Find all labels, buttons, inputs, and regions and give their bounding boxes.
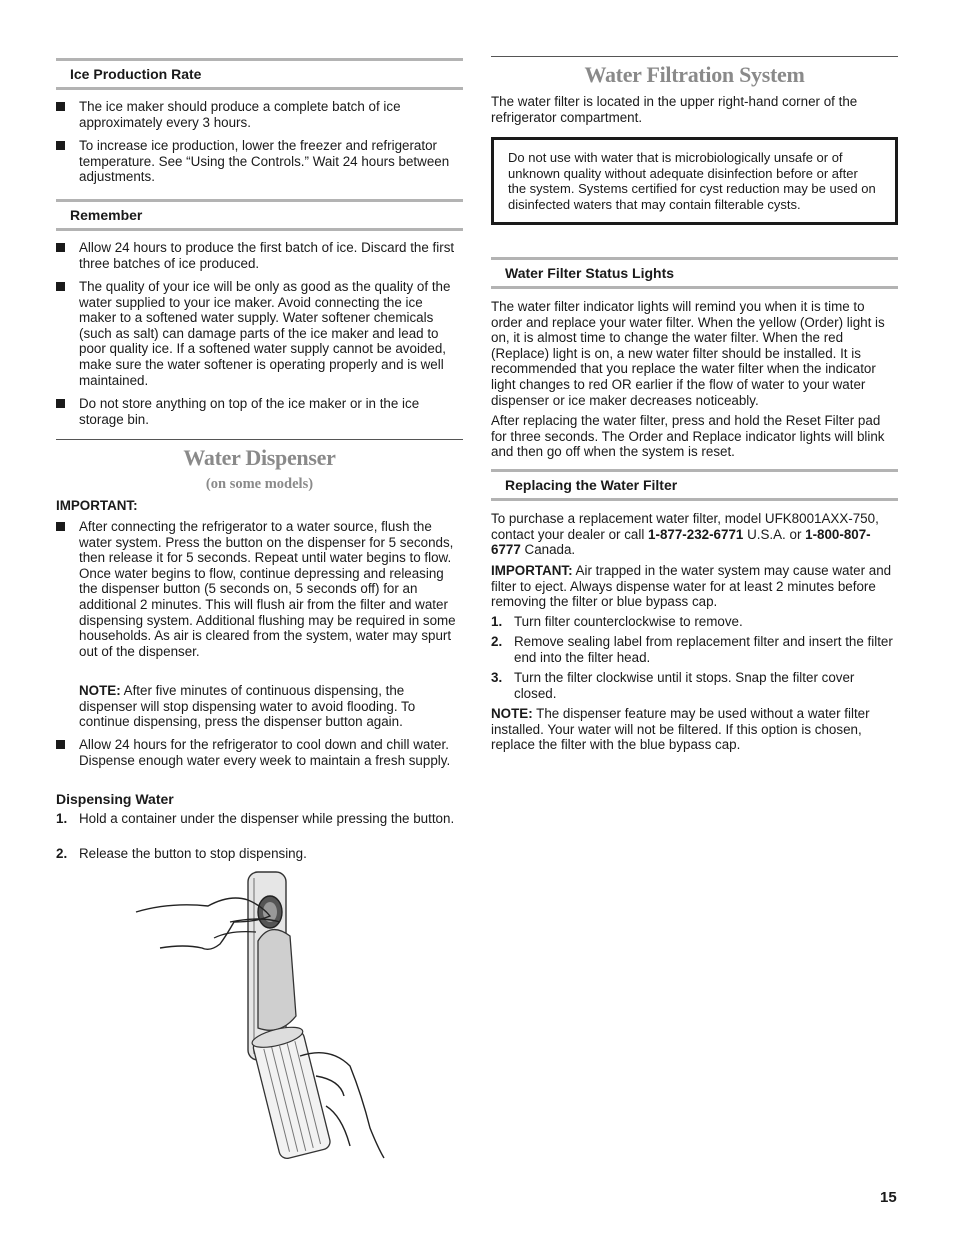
water-filter-cartridge [250,1023,331,1160]
water-dispenser-subtitle: (on some models) [205,476,314,492]
step-item: 2. Remove sealing label from replacement filter and insert the filter end into the filter head. [491,634,893,665]
bullet-square-icon [56,522,65,531]
warning-box: Do not use with water that is microbiologically unsafe or of unknown quality without adequate disinfection before or after the system. Systems certified for cyst reduction may be used on disinfected waters that may contain filterable cysts. [491,137,898,225]
step-item: 2. Release the button to stop dispensing. [56,846,307,861]
section-divider [56,439,463,440]
water-dispenser-title: Water Dispenser [183,445,336,470]
dispenser-note: NOTE: After five minutes of continuous dispensing, the dispenser will stop dispensing water to avoid flooding. To continue dispensing, press the dispenser button again. [79,683,416,730]
list-item: The ice maker should produce a complete batch of ice approximately every 3 hours. [56,99,463,130]
heading-text: Ice Production Rate [70,66,202,82]
bullet-square-icon [56,399,65,408]
section-divider [491,56,898,57]
filter-cover [258,930,296,1031]
filtration-intro: The water filter is located in the upper right-hand corner of the refrigerator compartment. [491,94,858,125]
reset-filter-para: After replacing the water filter, press and hold the Reset Filter pad for three seconds. The Order and Replace indicator lights will blink and then go off when the system is reset. [491,413,885,460]
phone-us: 1-877-232-6771 [648,526,744,542]
status-lights-heading [491,257,898,289]
step-item: 1. Turn filter counterclockwise to remove. [491,614,743,629]
ice-production-heading [56,58,463,90]
list-item: Do not store anything on top of the ice maker or in the ice storage bin. [56,396,463,427]
list-item: The quality of your ice will be only as good as the quality of the water supplied to your ice maker. Avoid connecting the ice maker to a softened water supply. Water softener chemicals (such as salt) can damage parts of the ice maker and lead to poor quality ice. If a softened water supply cannot be avoided, make sure the water softener is operating properly and is well maintained. [56,279,463,388]
heading-text: Remember [70,207,143,223]
important-label: IMPORTANT: [56,498,138,513]
list-item: To increase ice production, lower the freezer and refrigerator temperature. See “Using the Controls.” Wait 24 hours between adjustments. [56,138,463,185]
bullet-square-icon [56,141,65,150]
status-lights-para: The water filter indicator lights will remind you when it is time to order and replace your water filter. When the yellow (Order) light is on, it is almost time to change the water filter. When the red (Replace) light is on, a new water filter should be installed. It is recommended that you replace the water filter when the indicator light changes to red OR earlier if the flow of water to your water dispenser or ice maker decreases noticeably. [491,299,885,408]
important-para: IMPORTANT: Air trapped in the water system may cause water and filter to eject. Always dispense water for at least 2 minutes before removing the filter or blue bypass cap. [491,563,892,610]
remember-heading [56,199,463,231]
step-item: 1. Hold a container under the dispenser while pressing the button. [56,811,455,826]
page-number: 15 [880,1189,897,1206]
note-para: NOTE: The dispenser feature may be used without a water filter installed. Your water will not be filtered. If this option is chosen, replace the filter with the blue bypass cap. [491,706,870,753]
bullet-square-icon [56,243,65,252]
list-item: After connecting the refrigerator to a water source, flush the water system. Press the button on the dispenser for 5 seconds, then release it for 5 seconds. Repeat until water begins to flow. Once water begins to flow, continue depressing and releasing the dispenser button (5 seconds on, 5 seconds off) for an additional 2 minutes. This will flush air from the filter and water dispensing system. Additional flushing may be required in some households. As air is cleared from the system, water may spurt out of the dispenser. [56,519,463,659]
purchase-para: To purchase a replacement water filter, model UFK8001AXX-750, contact your dealer or call 1-877-232-6771 U.S.A. or 1-800-807-6777 Canada. [491,511,879,558]
bullet-square-icon [56,102,65,111]
step-item: 3. Turn the filter clockwise until it stops. Snap the filter cover closed. [491,670,855,701]
heading-text: Replacing the Water Filter [505,477,678,493]
replacing-filter-heading [491,469,898,501]
dispensing-water-heading: Dispensing Water [56,791,174,807]
list-item: Allow 24 hours for the refrigerator to cool down and chill water. Dispense enough water every week to maintain a fresh supply. [56,737,463,768]
bullet-square-icon [56,740,65,749]
dispenser-illustration [130,866,400,1166]
bullet-square-icon [56,282,65,291]
list-item: Allow 24 hours to produce the first batch of ice. Discard the first three batches of ice produced. [56,240,463,271]
water-filtration-title: Water Filtration System [584,62,805,87]
heading-text: Water Filter Status Lights [505,265,675,281]
phone-canada: 1-800-807-6777 [491,526,871,558]
